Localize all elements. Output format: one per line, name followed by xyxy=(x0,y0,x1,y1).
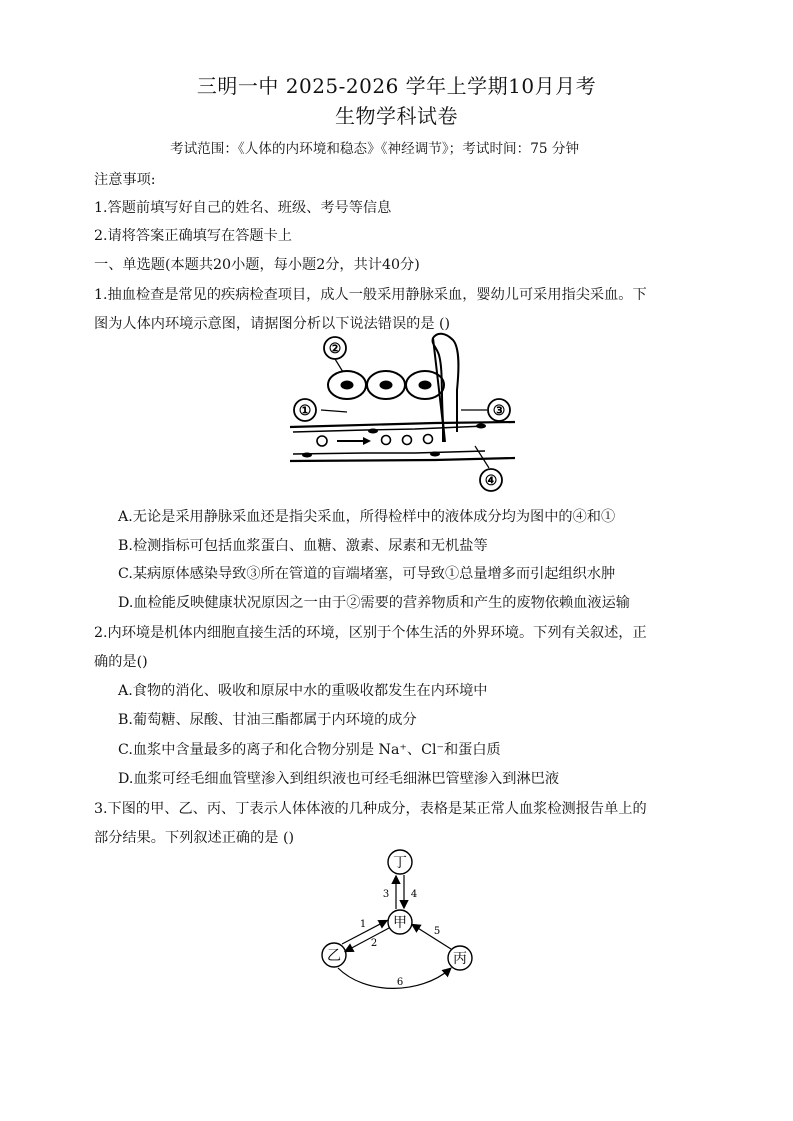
q3-stem-cont: 部分结果。下列叙述正确的是 () xyxy=(94,830,295,846)
q1-option-b: B.检测指标可包括血浆蛋白、血糖、激素、尿素和无机盐等 xyxy=(118,538,488,554)
node-bing: 丙 xyxy=(453,951,467,967)
notice-item: 1.答题前填写好自己的姓名、班级、考号等信息 xyxy=(94,200,392,216)
figure-label-2: ② xyxy=(328,341,342,357)
figure-label-1: ① xyxy=(298,403,312,419)
q1-option-c: C.某病原体感染导致③所在管道的盲端堵塞，可导致①总量增多而引起组织水肿 xyxy=(118,566,616,582)
figure-label-3: ③ xyxy=(492,403,506,419)
node-jia: 甲 xyxy=(393,915,407,931)
arrow-label-5: 5 xyxy=(433,926,441,937)
section-heading: 一、单选题(本题共20小题，每小题2分，共计40分) xyxy=(94,257,420,273)
q1-option-d: D.血检能反映健康状况原因之一由于②需要的营养物质和产生的废物依赖血液运输 xyxy=(118,595,630,611)
arrow-label-6: 6 xyxy=(396,977,404,988)
exam-subtitle: 生物学科试卷 xyxy=(335,104,458,128)
q2-option-d: D.血浆可经毛细血管壁渗入到组织液也可经毛细淋巴管壁渗入到淋巴液 xyxy=(118,771,560,787)
notice-heading: 注意事项: xyxy=(94,172,156,188)
arrow-label-1: 1 xyxy=(359,919,367,930)
q3-stem: 3.下图的甲、乙、丙、丁表示人体体液的几种成分，表格是某正常人血浆检测报告单上的 xyxy=(94,801,647,817)
q1-stem-cont: 图为人体内环境示意图，请据图分析以下说法错误的是 () xyxy=(94,316,451,332)
notice-item: 2.请将答案正确填写在答题卡上 xyxy=(94,228,292,244)
q1-stem: 1.抽血检查是常见的疾病检查项目，成人一般采用静脉采血，婴幼儿可采用指尖采血。下 xyxy=(94,287,647,303)
exam-title: 三明一中 2025-2026 学年上学期10月月考 xyxy=(196,74,597,98)
q2-stem: 2.内环境是机体内细胞直接生活的环境，区别于个体生活的外界环境。下列有关叙述，正 xyxy=(94,625,647,641)
arrow-label-3: 3 xyxy=(382,889,390,900)
exam-info: 考试范围：《人体的内环境和稳态》《神经调节》；考试时间：75 分钟 xyxy=(170,141,580,157)
arrow-label-2: 2 xyxy=(370,938,378,949)
figure-label-4: ④ xyxy=(484,473,498,489)
q3-body-fluid-diagram xyxy=(310,845,485,995)
q2-option-c: C.血浆中含量最多的离子和化合物分别是 Na⁺、Cl⁻和蛋白质 xyxy=(118,742,501,758)
node-yi: 乙 xyxy=(327,948,341,964)
q1-tissue-diagram xyxy=(285,330,520,495)
q2-option-b: B.葡萄糖、尿酸、甘油三酯都属于内环境的成分 xyxy=(118,712,417,728)
q2-option-a: A.食物的消化、吸收和原尿中水的重吸收都发生在内环境中 xyxy=(118,683,488,699)
q2-stem-cont: 确的是() xyxy=(94,654,148,670)
node-ding: 丁 xyxy=(393,855,407,871)
arrow-label-4: 4 xyxy=(410,889,418,900)
q1-option-a: A.无论是采用静脉采血还是指尖采血，所得检样中的液体成分均为图中的④和① xyxy=(118,509,616,525)
